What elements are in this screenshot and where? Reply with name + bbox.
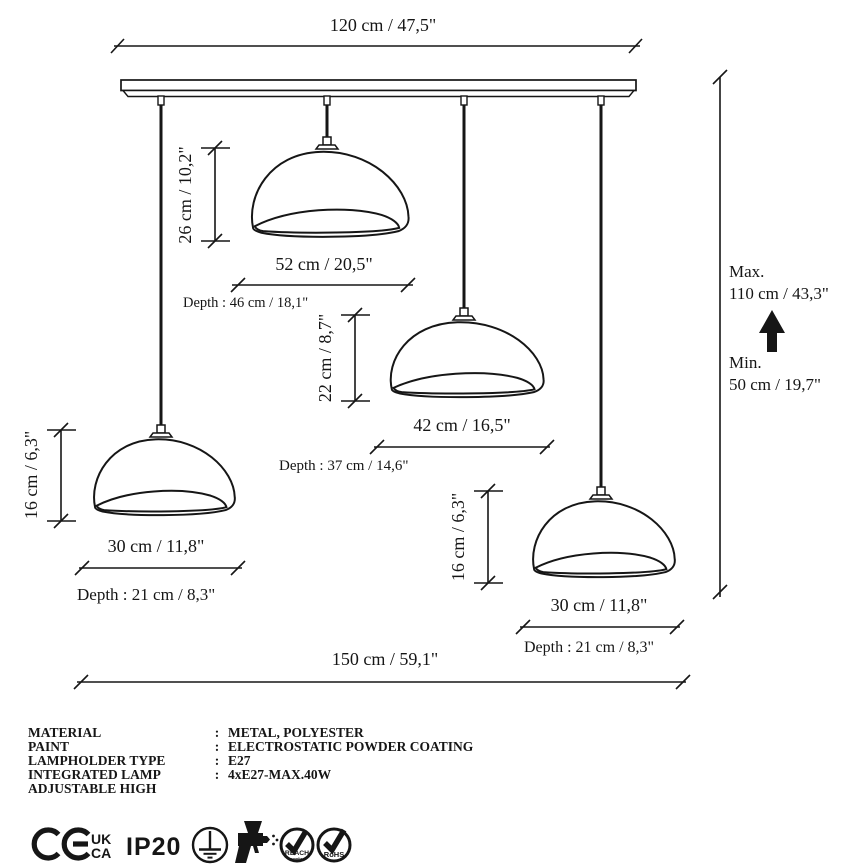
dim-overall-width bbox=[111, 15, 642, 53]
dim-lamp-4-width bbox=[516, 595, 684, 656]
lamp-4-width-label: 30 cm / 11,8" bbox=[550, 595, 648, 615]
lamp-shade bbox=[252, 152, 409, 237]
dim-overall-height bbox=[713, 70, 829, 599]
ceiling-rail bbox=[121, 80, 636, 105]
spray-dot bbox=[276, 839, 279, 842]
lamp-3-depth-label: Depth : 37 cm / 14,6" bbox=[279, 458, 409, 474]
reach-label: REACH bbox=[284, 850, 310, 857]
lamp-4-depth-label: Depth : 21 cm / 8,3" bbox=[524, 639, 655, 656]
height-min-label: Min. bbox=[729, 353, 762, 372]
dim-lamp-3-height bbox=[315, 308, 370, 408]
socket-flare bbox=[453, 316, 475, 320]
adjustable-up-arrow-icon bbox=[759, 310, 785, 352]
spec-separator: : bbox=[214, 767, 220, 782]
lamp-1-depth-label: Depth : 21 cm / 8,3" bbox=[77, 585, 216, 604]
dim-lamp-1-width bbox=[75, 536, 245, 604]
socket-nut bbox=[157, 425, 165, 433]
ce-mark-icon bbox=[34, 830, 88, 858]
dim-lamp-2-width bbox=[183, 254, 415, 311]
spec-label: MATERIAL bbox=[28, 725, 102, 740]
pendant-lamp-4 bbox=[533, 487, 675, 577]
overall-width-label: 120 cm / 47,5" bbox=[329, 15, 437, 35]
socket-nut bbox=[323, 137, 331, 145]
dim-lamp-3-width bbox=[279, 415, 554, 474]
cord-grip bbox=[461, 96, 467, 105]
dim-lamp-2-height bbox=[175, 141, 230, 248]
socket-nut bbox=[597, 487, 605, 495]
cord-grip bbox=[158, 96, 164, 105]
spray-gun-trigger bbox=[253, 846, 259, 853]
spec-value: 4xE27-MAX.40W bbox=[228, 767, 332, 782]
lamp-1-width-label: 30 cm / 11,8" bbox=[107, 536, 205, 556]
lamp-3-width-label: 42 cm / 16,5" bbox=[413, 415, 511, 435]
socket-flare bbox=[150, 433, 172, 437]
socket-flare bbox=[590, 495, 612, 499]
spec-table bbox=[28, 725, 474, 796]
cord-grip bbox=[598, 96, 604, 105]
spec-value: METAL, POLYESTER bbox=[228, 725, 364, 740]
socket-nut bbox=[460, 308, 468, 316]
rail-bar bbox=[121, 80, 636, 91]
dim-lamp-4-height bbox=[448, 484, 503, 590]
lamp-shade bbox=[391, 322, 544, 397]
lamp-shade bbox=[94, 439, 235, 515]
lamp-3-height-label: 22 cm / 8,7" bbox=[315, 313, 335, 403]
ukca-mark-icon bbox=[91, 831, 111, 861]
lamp-shade bbox=[533, 501, 675, 577]
spray-dot bbox=[272, 843, 275, 846]
ground-symbol-icon bbox=[193, 828, 227, 862]
lamp-2-height-label: 26 cm / 10,2" bbox=[175, 146, 195, 244]
spray-gun-handle bbox=[235, 846, 251, 863]
lamp-2-depth-label: Depth : 46 cm / 18,1" bbox=[183, 295, 309, 311]
height-max-value: 110 cm / 43,3" bbox=[729, 284, 829, 303]
spray-gun-icon bbox=[235, 821, 278, 863]
certification-icons bbox=[34, 821, 350, 863]
ip-rating-text: IP20 bbox=[126, 833, 182, 861]
rohs-badge-icon bbox=[318, 829, 350, 861]
cord-grip bbox=[324, 96, 330, 105]
socket-flare bbox=[316, 145, 338, 149]
pendant-lamp-2 bbox=[252, 137, 409, 237]
spec-label: ADJUSTABLE HIGH bbox=[28, 781, 157, 796]
reach-checkmark bbox=[287, 831, 306, 851]
pendant-lamp-3 bbox=[391, 308, 544, 397]
spec-label: INTEGRATED LAMP bbox=[28, 767, 161, 782]
dim-lamp-1-height bbox=[21, 423, 76, 528]
pendant-lamp-1 bbox=[94, 425, 235, 515]
reach-badge-icon bbox=[281, 829, 313, 861]
rail-lip bbox=[123, 91, 634, 97]
spec-separator: : bbox=[214, 739, 220, 754]
spray-gun-body bbox=[238, 833, 270, 846]
height-max-label: Max. bbox=[729, 262, 765, 281]
overall-length-label: 150 cm / 59,1" bbox=[331, 649, 439, 669]
lamp-1-height-label: 16 cm / 6,3" bbox=[21, 430, 41, 520]
reach-sublabel: compliant bbox=[288, 857, 306, 861]
ce-letter-c bbox=[34, 830, 58, 858]
spray-gun-cup bbox=[244, 821, 262, 833]
spray-dot bbox=[272, 835, 275, 838]
spec-label: PAINT bbox=[28, 739, 70, 754]
height-min-value: 50 cm / 19,7" bbox=[729, 375, 821, 394]
ukca-top-text: UK bbox=[91, 831, 112, 847]
rohs-label: RoHS bbox=[323, 850, 345, 859]
spec-separator: : bbox=[214, 725, 220, 740]
spec-value: E27 bbox=[228, 753, 251, 768]
ukca-bottom-text: CA bbox=[91, 845, 112, 861]
lamp-2-width-label: 52 cm / 20,5" bbox=[275, 254, 373, 274]
lamp-4-height-label: 16 cm / 6,3" bbox=[448, 492, 468, 582]
spec-value: ELECTROSTATIC POWDER COATING bbox=[228, 739, 474, 754]
rohs-checkmark bbox=[325, 830, 344, 850]
spec-separator: : bbox=[214, 753, 220, 768]
spec-label: LAMPHOLDER TYPE bbox=[28, 753, 166, 768]
